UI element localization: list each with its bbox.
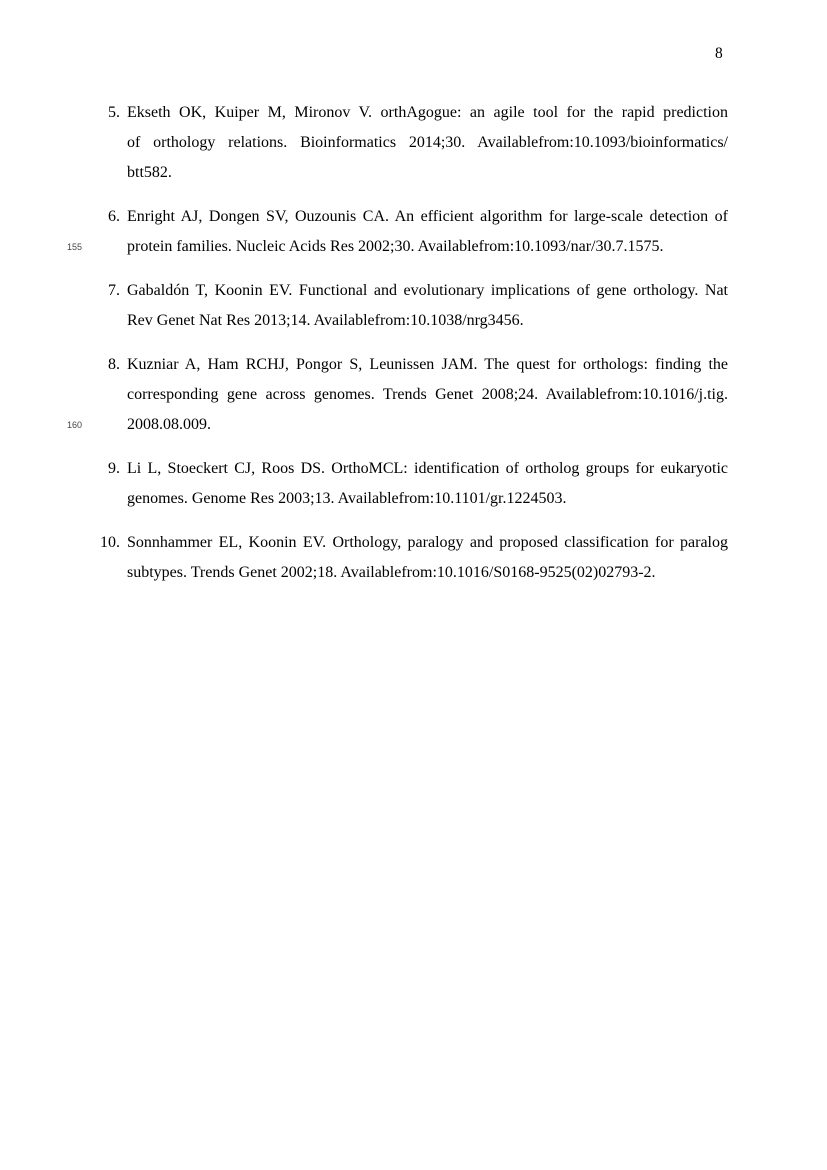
page-number: 8 [715, 45, 723, 62]
reference-text: btt582. [127, 164, 172, 181]
reference-line [127, 202, 728, 232]
reference-line [127, 350, 728, 380]
reference-text: 2008.08.009. [127, 416, 211, 433]
reference-item [108, 98, 728, 188]
reference-item [108, 350, 728, 440]
reference-text: Kuzniar A, Ham RCHJ, Pongor S, Leunissen JAM. The quest for orthologs: finding the [127, 356, 728, 373]
margin-line-number: 160 [66, 420, 82, 430]
reference-line [127, 380, 728, 410]
reference-item [108, 454, 728, 514]
reference-line [127, 98, 728, 128]
reference-number: 7. [108, 282, 120, 299]
references-list [100, 98, 728, 602]
reference-line [127, 128, 728, 158]
reference-text: of orthology relations. Bioinformatics 2014;30. Availablefrom:10.1093/bioinformatics/ [127, 134, 728, 151]
reference-text: corresponding gene across genomes. Trends Genet 2008;24. Availablefrom:10.1016/j.tig. [127, 386, 728, 403]
reference-number: 9. [108, 460, 120, 477]
reference-text: Li L, Stoeckert CJ, Roos DS. OrthoMCL: identification of ortholog groups for eukaryotic [127, 460, 728, 477]
reference-line [127, 232, 728, 262]
reference-line [127, 276, 728, 306]
reference-text: Sonnhammer EL, Koonin EV. Orthology, paralogy and proposed classification for paralog [127, 534, 728, 551]
reference-item [100, 528, 728, 588]
reference-item [108, 276, 728, 336]
reference-item [108, 202, 728, 262]
reference-line [127, 158, 728, 188]
reference-line [127, 484, 728, 514]
reference-number: 6. [108, 208, 120, 225]
reference-line [127, 528, 728, 558]
reference-text: subtypes. Trends Genet 2002;18. Availablefrom:10.1016/S0168-9525(02)02793-2. [127, 564, 656, 581]
reference-text: genomes. Genome Res 2003;13. Availablefrom:10.1101/gr.1224503. [127, 490, 567, 507]
reference-number: 10. [100, 534, 120, 551]
reference-line [127, 558, 728, 588]
reference-line [127, 306, 728, 336]
margin-line-number: 155 [66, 242, 82, 252]
reference-number: 8. [108, 356, 120, 373]
reference-text: Rev Genet Nat Res 2013;14. Availablefrom:10.1038/nrg3456. [127, 312, 524, 329]
reference-text: Ekseth OK, Kuiper M, Mironov V. orthAgogue: an agile tool for the rapid prediction [127, 104, 728, 121]
reference-text: protein families. Nucleic Acids Res 2002;30. Availablefrom:10.1093/nar/30.7.1575. [127, 238, 664, 255]
reference-number: 5. [108, 104, 120, 121]
reference-line [127, 454, 728, 484]
reference-text: Enright AJ, Dongen SV, Ouzounis CA. An efficient algorithm for large-scale detection of [127, 208, 728, 225]
reference-text: Gabaldón T, Koonin EV. Functional and evolutionary implications of gene orthology. Nat [127, 282, 728, 299]
reference-line [127, 410, 728, 440]
